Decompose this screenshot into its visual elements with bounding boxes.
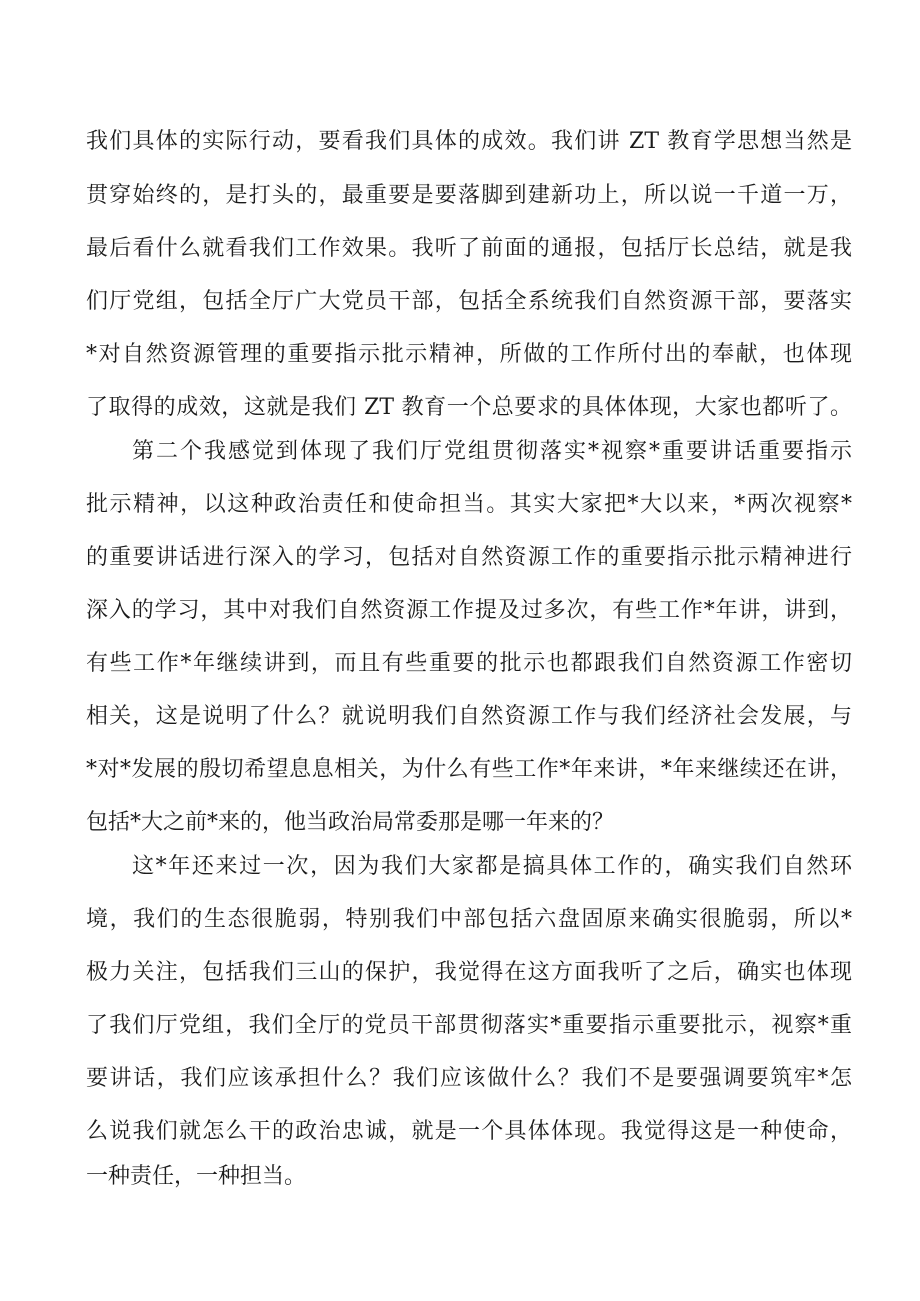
paragraph-line: 深入的学习，其中对我们自然资源工作提及过多次，有些工作*年讲，讲到， <box>86 598 852 623</box>
paragraph-line: 境，我们的生态很脆弱，特别我们中部包括六盘固原来确实很脆弱，所以* <box>86 907 852 932</box>
paragraph-line: 有些工作*年继续讲到，而且有些重要的批示也都跟我们自然资源工作密切 <box>86 651 852 676</box>
paragraph-line: *对自然资源管理的重要指示批示精神，所做的工作所付出的奉献，也体现 <box>86 342 852 367</box>
paragraph-line: 要讲话，我们应该承担什么？我们应该做什么？我们不是要强调要筑牢*怎 <box>86 1066 852 1091</box>
paragraph-line: 我们具体的实际行动，要看我们具体的成效。我们讲 ZT 教育学思想当然是 <box>86 129 852 154</box>
paragraph-line: 么说我们就怎么干的政治忠诚，就是一个具体体现。我觉得这是一种使命， <box>86 1119 852 1144</box>
paragraph-line: 了我们厅党组，我们全厅的党员干部贯彻落实*重要指示重要批示，视察*重 <box>86 1013 852 1038</box>
paragraph-line: 相关，这是说明了什么？就说明我们自然资源工作与我们经济社会发展，与 <box>86 704 852 729</box>
paragraph-line: *对*发展的殷切希望息息相关，为什么有些工作*年来讲，*年来继续还在讲， <box>86 757 852 782</box>
paragraph-line: 一种责任，一种担当。 <box>86 1164 307 1189</box>
paragraph-line: 极力关注，包括我们三山的保护，我觉得在这方面我听了之后，确实也体现 <box>86 960 852 985</box>
paragraph-line: 批示精神，以这种政治责任和使命担当。其实大家把*大以来，*两次视察* <box>86 492 852 517</box>
paragraph-line: 这*年还来过一次，因为我们大家都是搞具体工作的，确实我们自然环 <box>132 854 852 879</box>
paragraph-line: 第二个我感觉到体现了我们厅党组贯彻落实*视察*重要讲话重要指示 <box>132 439 852 464</box>
paragraph-line: 贯穿始终的，是打头的，最重要是要落脚到建新功上，所以说一千道一万， <box>86 183 852 208</box>
paragraph-line: 们厅党组，包括全厅广大党员干部，包括全系统我们自然资源干部，要落实 <box>86 289 852 314</box>
paragraph-line: 的重要讲话进行深入的学习，包括对自然资源工作的重要指示批示精神进行 <box>86 545 852 570</box>
paragraph-line: 了取得的成效，这就是我们 ZT 教育一个总要求的具体体现，大家也都听了。 <box>86 395 852 420</box>
paragraph-line: 最后看什么就看我们工作效果。我听了前面的通报，包括厅长总结，就是我 <box>86 236 852 261</box>
paragraph-line: 包括*大之前*来的，他当政治局常委那是哪一年来的？ <box>86 810 615 835</box>
